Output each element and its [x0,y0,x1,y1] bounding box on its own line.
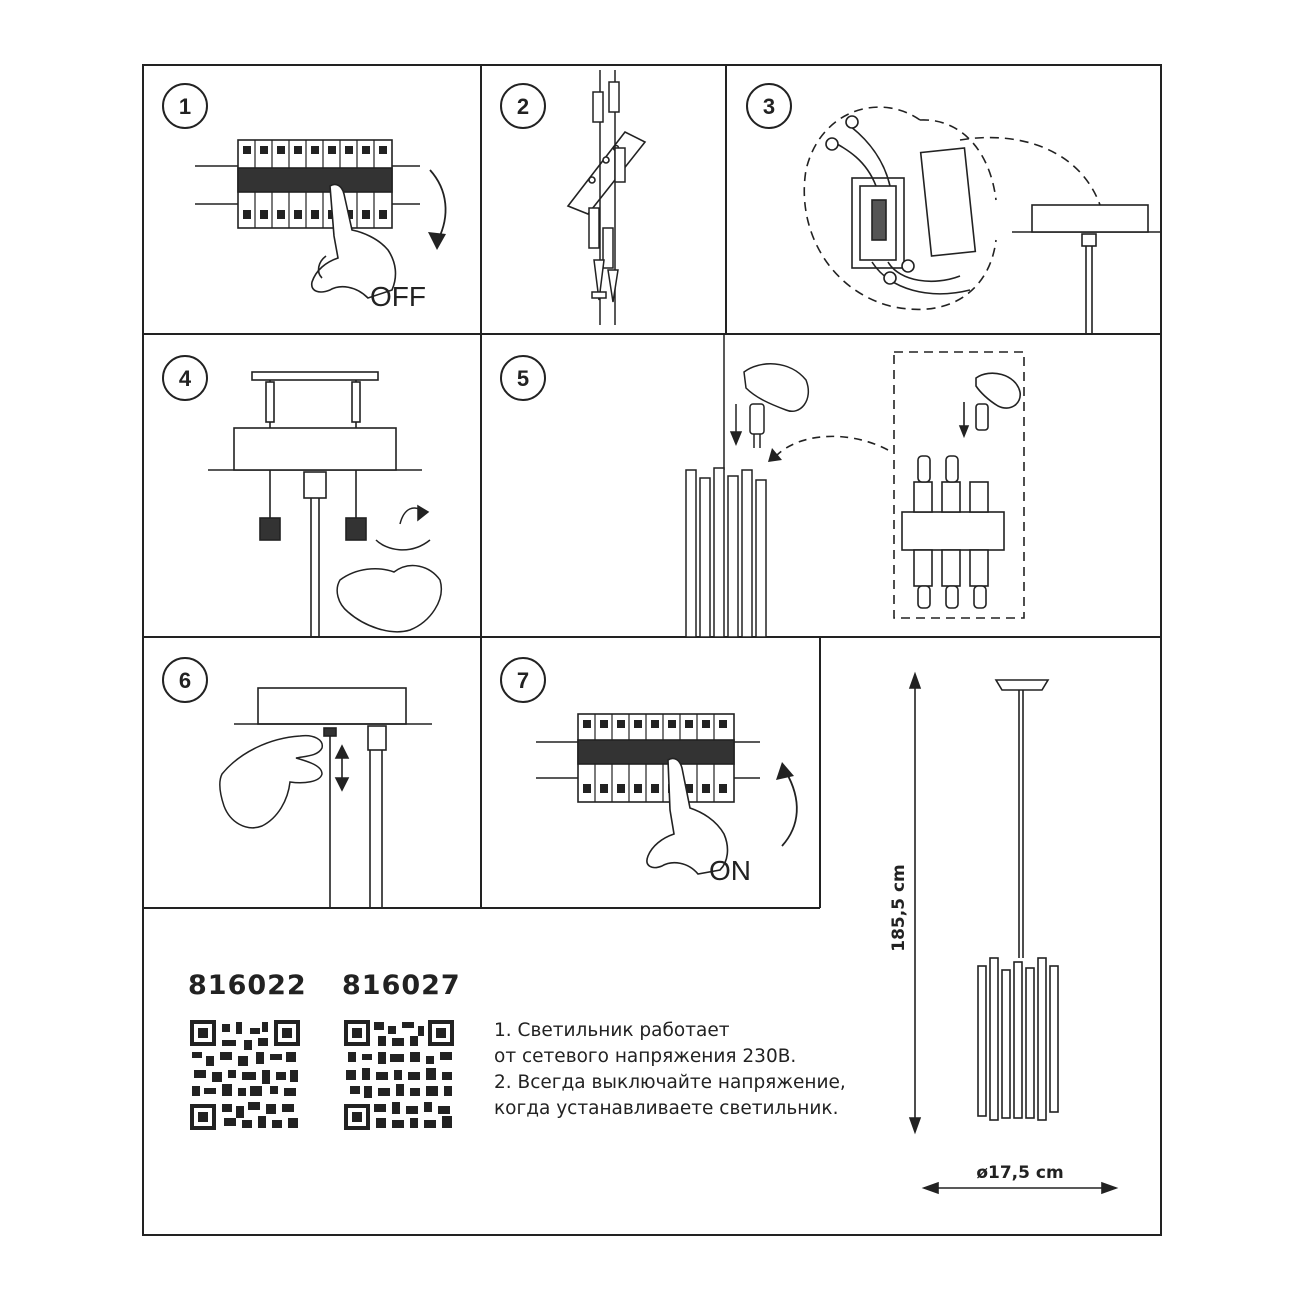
step-3-number: 3 [762,94,776,119]
note-line-3: 2. Всегда выключайте напряжение, [494,1072,846,1093]
note-line-2: от сетевого напряжения 230В. [494,1046,797,1067]
circuit-breaker-icon [195,140,420,228]
on-label: ON [709,855,751,886]
rotate-arrow-icon [430,170,446,240]
hand-icon [220,736,322,828]
safety-notes [494,1018,884,1122]
canopy-icon [1012,205,1161,334]
step-7-number: 7 [516,668,530,693]
step-6-number: 6 [178,668,192,693]
step-2-number: 2 [516,94,530,119]
step-1-number: 1 [178,94,192,119]
off-label: OFF [370,281,426,312]
product-code-1: 816022 [188,970,307,1001]
note-line-4: когда устанавливаете светильник. [494,1098,839,1119]
mounting-plate-icon [568,132,645,214]
diameter-dimension: ø17,5 cm [976,1163,1064,1183]
bulb-icon [731,364,808,448]
circuit-breaker-icon [536,714,760,802]
rotate-arrow-icon [782,772,797,846]
qr-code-icon [344,1020,454,1130]
qr-code-icon [190,1020,300,1130]
step-4-number: 4 [178,366,192,391]
step-5-number: 5 [516,366,530,391]
product-code-2: 816027 [342,970,461,1001]
dimension-drawing [910,674,1116,1193]
note-line-1: 1. Светильник работает [494,1020,730,1041]
height-dimension: 185,5 cm [889,864,909,952]
bulb-detail-icon [894,352,1024,618]
